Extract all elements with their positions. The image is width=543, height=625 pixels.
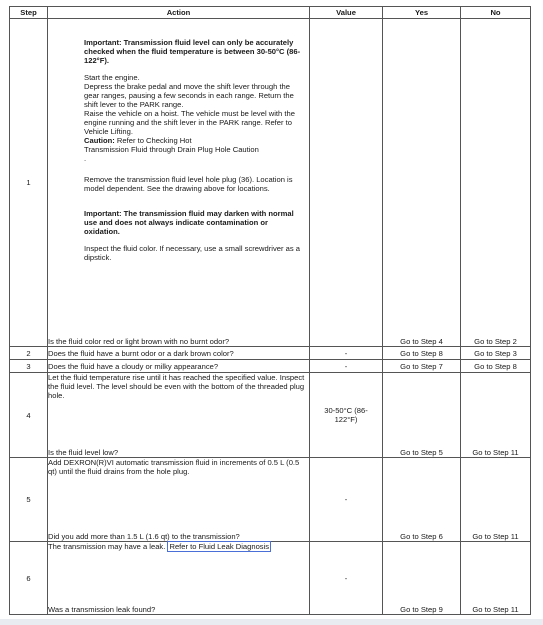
instruction-text: Add DEXRON(R)VI automatic transmission fluid in increments of 0.5 L (0.5 qt) until the fluid drains from the hole plug. xyxy=(48,458,300,476)
table-row-step-5 xyxy=(10,458,531,542)
question-text: Did you add more than 1.5 L (1.6 qt) to the transmission? xyxy=(48,532,240,541)
header-no: No xyxy=(461,7,531,19)
instruction-text: Let the fluid temperature rise until it has reached the specified value. Inspect the fluid level. The level should be even with the bottom of the threaded plug hole. xyxy=(48,373,305,400)
value-cell xyxy=(310,373,383,458)
action-cell xyxy=(48,373,310,458)
action-cell xyxy=(48,542,310,615)
step-number: 2 xyxy=(10,347,48,360)
header-yes: Yes xyxy=(383,7,461,19)
caution-text-continued: Transmission Fluid through Drain Plug Hole Caution xyxy=(84,145,259,154)
yes-goto-step-5[interactable]: Go to Step 5 xyxy=(383,373,461,458)
value-cell: - xyxy=(310,458,383,542)
table-row-step-2 xyxy=(10,347,531,360)
value-cell: - xyxy=(310,360,383,373)
leak-statement: The transmission may have a leak. xyxy=(48,542,166,551)
temperature-spec: 30-50°C (86-122°F) xyxy=(324,406,368,424)
yes-goto-step-9[interactable]: Go to Step 9 xyxy=(383,542,461,615)
bottom-scroll-band xyxy=(0,619,543,625)
header-step: Step xyxy=(10,7,48,19)
question-text: Does the fluid have a cloudy or milky appearance? xyxy=(48,360,310,373)
question-text: Is the fluid color red or light brown with no burnt odor? xyxy=(48,337,230,346)
value-cell xyxy=(310,19,383,347)
step-number: 5 xyxy=(10,458,48,542)
instruction-start-engine: Start the engine. xyxy=(84,73,140,82)
yes-goto-step-4[interactable]: Go to Step 4 xyxy=(383,19,461,347)
table-row-step-1 xyxy=(10,19,531,347)
step-number: 1 xyxy=(10,19,48,347)
caution-label: Caution: xyxy=(84,136,115,145)
header-action: Action xyxy=(48,7,310,19)
question-text: Does the fluid have a burnt odor or a dark brown color? xyxy=(48,347,310,360)
instruction-raise-vehicle: Raise the vehicle on a hoist. The vehicle must be level with the engine running and the shift lever in the PARK range. Refer to Vehicle Lifting. xyxy=(84,109,295,136)
value-cell: - xyxy=(310,542,383,615)
value-cell: - xyxy=(310,347,383,360)
no-goto-step-11[interactable]: Go to Step 11 xyxy=(461,542,531,615)
instruction-text xyxy=(48,542,309,551)
no-goto-step-3[interactable]: Go to Step 3 xyxy=(461,347,531,360)
step-number: 4 xyxy=(10,373,48,458)
instruction-inspect-fluid: Inspect the fluid color. If necessary, use a small screwdriver as a dipstick. xyxy=(84,244,300,262)
no-goto-step-2[interactable]: Go to Step 2 xyxy=(461,19,531,347)
yes-goto-step-8[interactable]: Go to Step 8 xyxy=(383,347,461,360)
caution-text: Refer to Checking Hot xyxy=(116,136,192,145)
caution-note xyxy=(84,136,303,145)
caution-period: . xyxy=(84,154,87,163)
step-number: 3 xyxy=(10,360,48,373)
yes-goto-step-6[interactable]: Go to Step 6 xyxy=(383,458,461,542)
important-note-temperature: Important: Transmission fluid level can only be accurately checked when the fluid temperature is between 30-50°C (86-122°F). xyxy=(84,38,301,65)
action-cell xyxy=(48,19,310,347)
table-row-step-6 xyxy=(10,542,531,615)
diagnostic-table xyxy=(9,6,531,615)
table-row-step-4 xyxy=(10,373,531,458)
action-cell xyxy=(48,458,310,542)
important-note-fluid-color: Important: The transmission fluid may darken with normal use and does not always indicate contamination or oxidation. xyxy=(84,209,294,236)
instruction-remove-plug: Remove the transmission fluid level hole plug (36). Location is model dependent. See the drawing above for locations. xyxy=(84,175,293,193)
step-number: 6 xyxy=(10,542,48,615)
header-value: Value xyxy=(310,7,383,19)
yes-goto-step-7[interactable]: Go to Step 7 xyxy=(383,360,461,373)
no-goto-step-11[interactable]: Go to Step 11 xyxy=(461,373,531,458)
instruction-shift-lever: Depress the brake pedal and move the shift lever through the gear ranges, pausing a few seconds in each range. Return the shift lever to the PARK range. xyxy=(84,82,294,109)
question-text: Is the fluid level low? xyxy=(48,448,119,457)
no-goto-step-11[interactable]: Go to Step 11 xyxy=(461,458,531,542)
table-row-step-3 xyxy=(10,360,531,373)
no-goto-step-8[interactable]: Go to Step 8 xyxy=(461,360,531,373)
header-row xyxy=(10,7,531,19)
fluid-leak-diagnosis-link[interactable]: Refer to Fluid Leak Diagnosis xyxy=(169,542,270,551)
question-text: Was a transmission leak found? xyxy=(48,605,156,614)
